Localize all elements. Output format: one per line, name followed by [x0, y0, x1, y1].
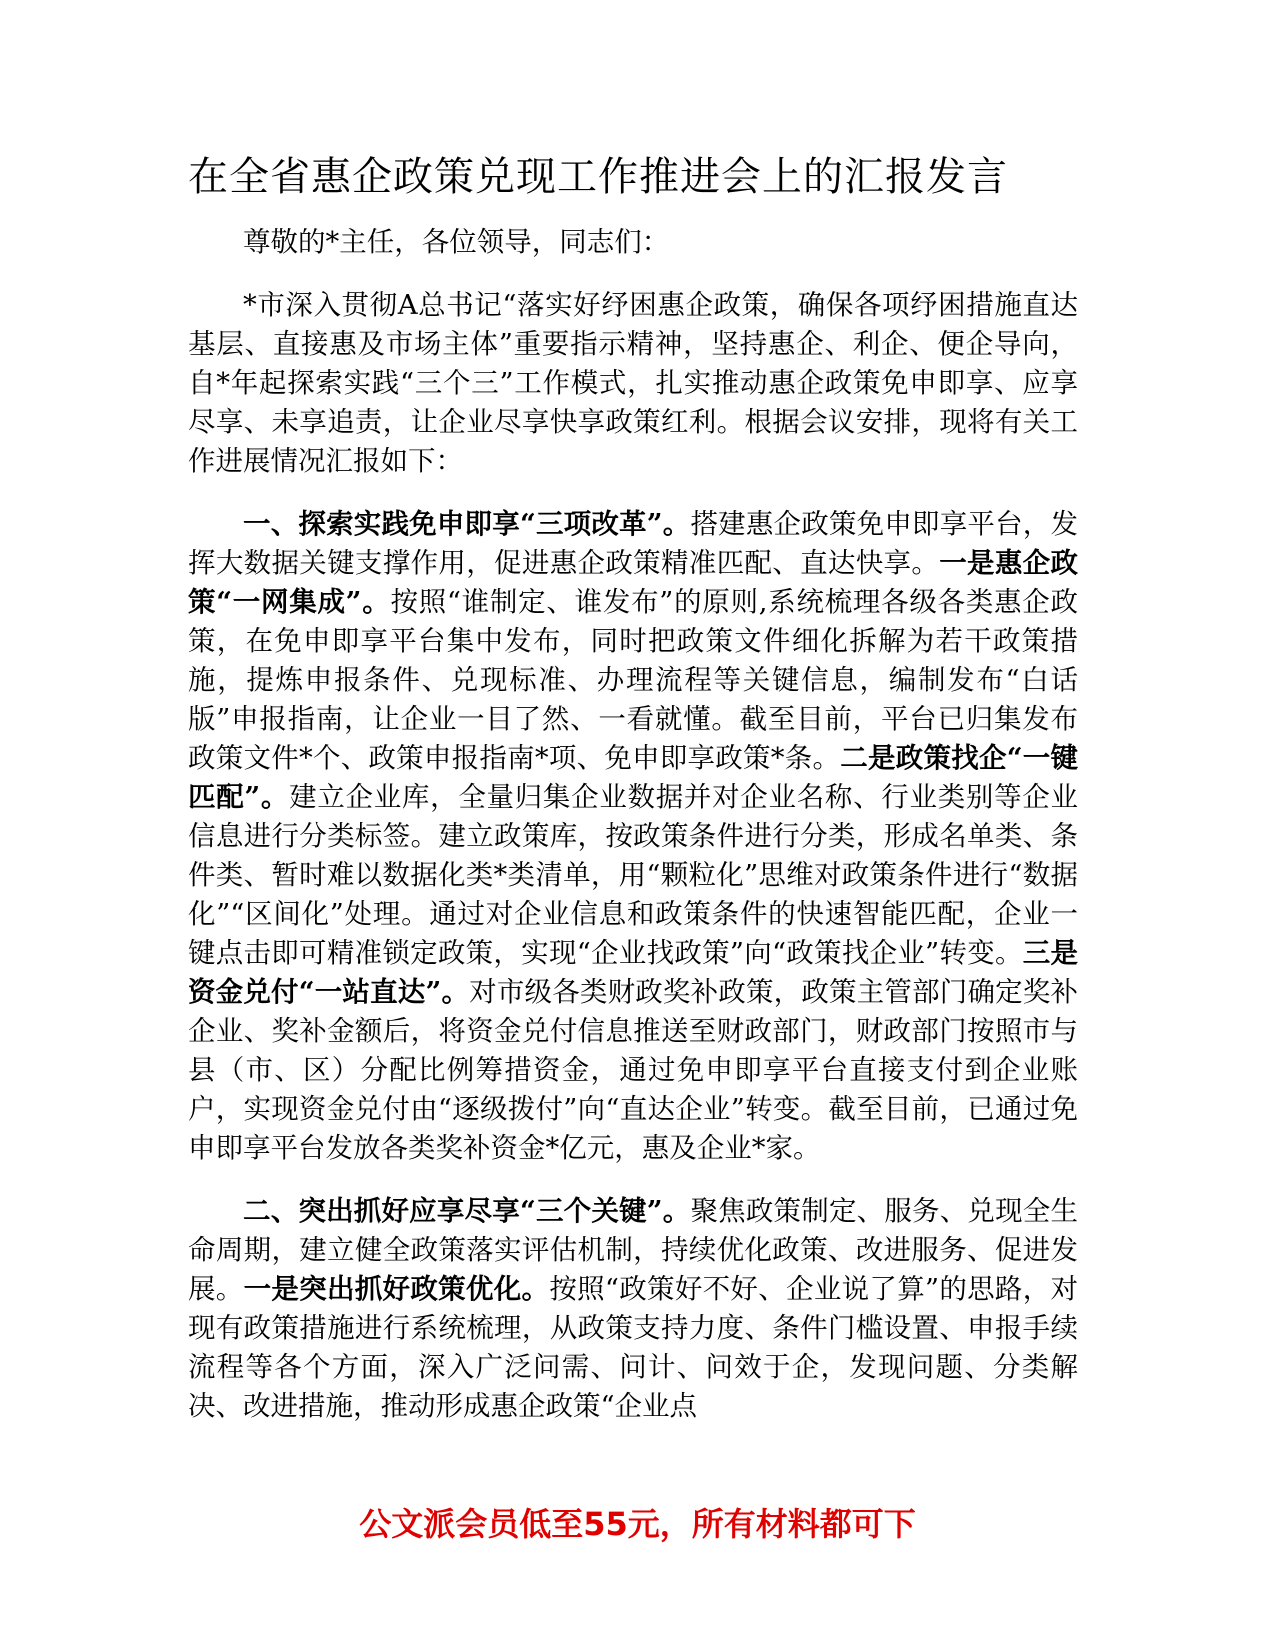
intro-paragraph: *市深入贯彻A总书记“落实好纾困惠企政策，确保各项纾困措施直达基层、直接惠及市场主体”重要指示精神，坚持惠企、利企、便企导向，自*年起探索实践“三个三”工作模式，扎实推动惠企政策免申即享、应享尽享、未享追责，让企业尽享快享政策红利。根据会议安排，现将有关工作进展情况汇报如下： — [188, 289, 1078, 477]
section-1-paragraph — [188, 505, 1078, 1168]
section-2-point-1-heading: 一是突出抓好政策优化。 — [243, 1273, 550, 1305]
section-2-point-1-text: 按照“政策好不好、企业说了算”的思路，对现有政策措施进行系统梳理，从政策支持力度、条件门槛设置、申报手续流程等各个方面，深入广泛问需、问计、问效于企，发现问题、分类解决、改进措施，推动形成惠企政策“企业点 — [188, 1273, 1079, 1422]
document-page — [188, 145, 1078, 1450]
promo-footer: 公文派会员低至55元，所有材料都可下 — [359, 1505, 916, 1543]
section-1-point-1-text: 按照“谁制定、谁发布”的原则,系统梳理各级各类惠企政策，在免申即享平台集中发布，同时把政策文件细化拆解为若干政策措施，提炼申报条件、兑现标准、办理流程等关键信息，编制发布“白话版”申报指南，让企业一目了然、一看就懂。截至目前，平台已归集发布政策文件*个、政策申报指南*项、免申即享政策*条。 — [188, 586, 1079, 774]
section-2-heading: 二、突出抓好应享尽享“三个关键”。 — [243, 1195, 691, 1227]
section-1-point-3-text: 对市级各类财政奖补政策，政策主管部门确定奖补企业、奖补金额后，将资金兑付信息推送至财政部门，财政部门按照市与县（市、区）分配比例筹措资金，通过免申即享平台直接支付到企业账户，实现资金兑付由“逐级拨付”向“直达企业”转变。截至目前，已通过免申即享平台发放各类奖补资金*亿元，惠及企业*家。 — [188, 976, 1078, 1164]
section-1-point-2-text: 建立企业库，全量归集企业数据并对企业名称、行业类别等企业信息进行分类标签。建立政策库，按政策条件进行分类，形成名单类、条件类、暂时难以数据化类*类清单，用“颗粒化”思维对政策条件进行“数据化”“区间化”处理。通过对企业信息和政策条件的快速智能匹配，企业一键点击即可精准锁定政策，实现“企业找政策”向“政策找企业”转变。 — [188, 781, 1078, 969]
section-1-heading: 一、探索实践免申即享“三项改革”。 — [243, 508, 691, 540]
document-title: 在全省惠企政策兑现工作推进会上的汇报发言 — [188, 154, 1008, 200]
section-1-lead: 搭建惠企政策免申即享平台，发挥大数据关键支撑作用，促进惠企政策精准匹配、直达快享。 — [188, 508, 1079, 579]
section-2-paragraph — [188, 1192, 1078, 1426]
salutation: 尊敬的*主任，各位领导，同志们： — [243, 226, 670, 258]
section-1-point-2-heading: 二是政策找企“一键匹配”。 — [188, 742, 1078, 813]
section-1-point-1-heading: 一是惠企政策“一网集成”。 — [188, 547, 1079, 618]
section-2-lead: 聚焦政策制定、服务、兑现全生命周期，建立健全政策落实评估机制，持续优化政策、改进服务、促进发展。 — [188, 1195, 1079, 1305]
section-1-point-3-heading: 三是资金兑付“一站直达”。 — [188, 937, 1078, 1008]
